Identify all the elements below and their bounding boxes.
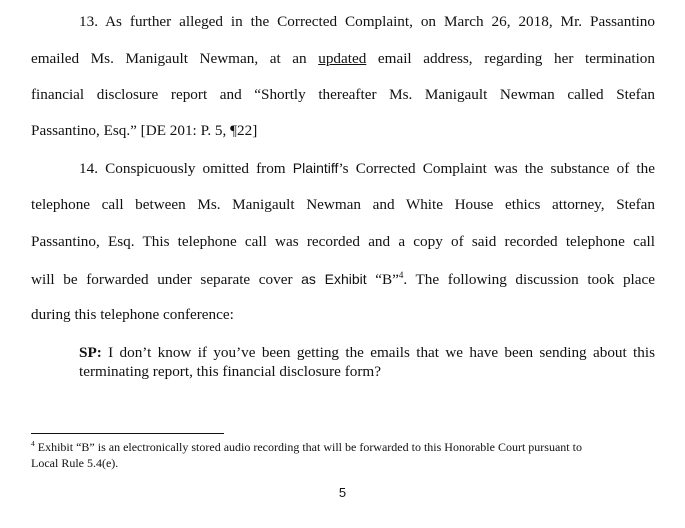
paragraph-14-line-1: [79, 159, 655, 178]
speaker-label: SP:: [79, 344, 102, 361]
text-run: ’s Corrected Complaint was the substance of the: [338, 160, 655, 177]
text-run: . The following discussion took place: [403, 271, 655, 288]
paragraph-14-line-4: [31, 270, 655, 289]
sans-phrase: as Exhibit: [301, 271, 367, 287]
paragraph-13-line-4: Passantino, Esq.” [DE 201: P. 5, ¶22]: [31, 122, 258, 139]
footnote-marker: 4: [31, 439, 35, 448]
footnote-text: Exhibit “B” is an electronically stored audio recording that will be forwarded to this Honorable Court pursuant to: [34, 440, 582, 454]
quote-line-1: [79, 344, 655, 362]
underlined-word: updated: [318, 50, 367, 67]
paragraph-14-line-2: telephone call between Ms. Manigault Newman and White House ethics attorney, Stefan: [31, 196, 655, 213]
paragraph-14-line-3: Passantino, Esq. This telephone call was recorded and a copy of said recorded telephone call: [31, 233, 655, 250]
paragraph-13-line-1: 13. As further alleged in the Corrected Complaint, on March 26, 2018, Mr. Passantino: [79, 13, 655, 30]
text-run: “B”: [366, 271, 399, 288]
paragraph-14-line-5: during this telephone conference:: [31, 306, 234, 323]
footnote-line-1: [31, 440, 655, 455]
quote-line-2: terminating report, this financial disclosure form?: [79, 363, 381, 380]
paragraph-13-line-2: [31, 50, 655, 68]
footnote-reference[interactable]: 4: [398, 270, 404, 280]
text-run: 14. Conspicuously omitted from: [79, 160, 293, 177]
sans-word: Plaintiff: [292, 160, 339, 176]
quote-text: I don’t know if you’ve been getting the emails that we have been sending about this: [101, 344, 655, 361]
page-number: 5: [338, 485, 347, 500]
footnote-separator: [31, 433, 224, 434]
footnote-line-2: Local Rule 5.4(e).: [31, 456, 119, 470]
text-run: email address, regarding her termination: [366, 50, 655, 67]
text-run: will be forwarded under separate cover: [31, 271, 302, 288]
text-run: emailed Ms. Manigault Newman, at an: [31, 50, 319, 67]
paragraph-13-line-3: financial disclosure report and “Shortly thereafter Ms. Manigault Newman called Stefan: [31, 86, 655, 103]
